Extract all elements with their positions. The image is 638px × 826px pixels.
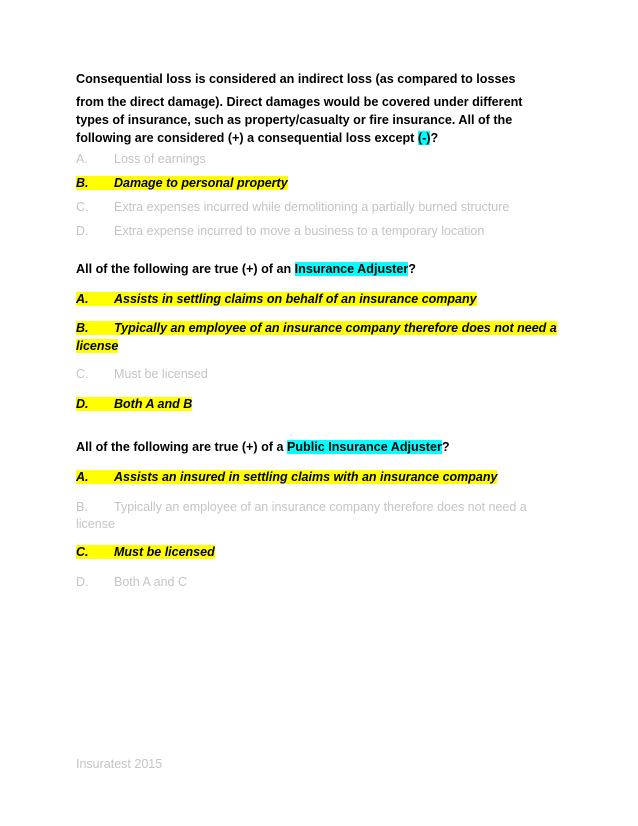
q1-option-a	[76, 151, 206, 167]
option-text: Extra expenses incurred while demolitioning a partially burned structure	[114, 200, 510, 214]
q2-option-b-continuation	[76, 338, 118, 354]
q2-question-mark: ?	[408, 262, 416, 276]
q3-stem	[76, 439, 450, 455]
q1-stem-line-1: Consequential loss is considered an indirect loss (as compared to losses	[76, 72, 516, 86]
option-letter: C.	[76, 367, 89, 381]
q2-option-c	[76, 366, 208, 382]
option-letter: B.	[76, 500, 88, 514]
option-text: Must be licensed	[114, 545, 215, 559]
option-letter: C.	[76, 545, 89, 559]
option-letter: D.	[76, 224, 89, 238]
option-letter: D.	[76, 397, 89, 411]
q3-stem-text: All of the following are true (+) of a	[76, 440, 287, 454]
q1-except-highlight: (-)	[417, 131, 431, 145]
q2-term-highlight: Insurance Adjuster	[294, 262, 409, 276]
option-letter: A.	[76, 470, 89, 484]
q1-stem-line-2: from the direct damage). Direct damages would be covered under different	[76, 95, 523, 109]
q2-option-d-correct	[76, 396, 192, 412]
q1-option-c	[76, 199, 509, 215]
option-letter: D.	[76, 575, 89, 589]
option-text-cont: license	[76, 517, 115, 531]
option-text: Typically an employee of an insurance company therefore does not need a	[114, 500, 527, 514]
q1-option-d	[76, 223, 484, 239]
option-letter: A.	[76, 292, 89, 306]
q2-stem	[76, 261, 416, 277]
option-text: Extra expense incurred to move a business to a temporary location	[114, 224, 485, 238]
q3-question-mark: ?	[441, 440, 450, 454]
q2-stem-text: All of the following are true (+) of an	[76, 262, 295, 276]
q3-option-d	[76, 574, 187, 590]
option-text: Damage to personal property	[114, 176, 288, 190]
q2-option-a-correct	[76, 291, 477, 307]
footer-text: Insuratest 2015	[76, 757, 163, 771]
option-letter: C.	[76, 200, 89, 214]
option-text: Both A and B	[114, 397, 193, 411]
q1-stem-line-3: types of insurance, such as property/casualty or fire insurance. All of the	[76, 113, 513, 127]
q3-option-b	[76, 499, 527, 515]
option-text-cont: license	[76, 339, 119, 353]
q3-option-b-continuation	[76, 516, 115, 532]
q3-option-a-correct	[76, 469, 497, 485]
option-letter: B.	[76, 321, 89, 335]
q2-option-b-correct	[76, 320, 557, 336]
option-letter: A.	[76, 152, 88, 166]
q3-option-c-correct	[76, 544, 215, 560]
q1-stem-line-4	[76, 130, 438, 146]
option-text: Assists an insured in settling claims with an insurance company	[114, 470, 498, 484]
q1-question-mark: ?	[430, 131, 439, 145]
q1-option-b-correct	[76, 175, 288, 191]
option-text: Typically an employee of an insurance company therefore does not need a	[114, 321, 557, 335]
option-text: Both A and C	[114, 575, 187, 589]
q1-stem-text: following are considered (+) a consequential loss except	[76, 131, 418, 145]
option-letter: B.	[76, 176, 89, 190]
q3-term-highlight: Public Insurance Adjuster	[286, 440, 442, 454]
option-text: Loss of earnings	[114, 152, 206, 166]
option-text: Assists in settling claims on behalf of an insurance company	[114, 292, 477, 306]
option-text: Must be licensed	[114, 367, 208, 381]
